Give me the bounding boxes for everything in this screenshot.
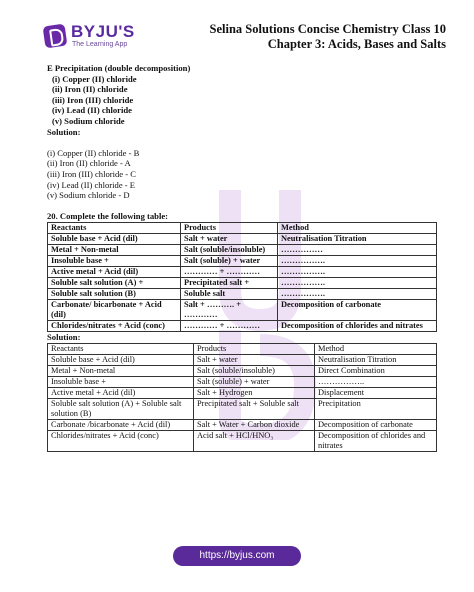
header-title: Selina Solutions Concise Chemistry Class 10 bbox=[209, 22, 446, 36]
table-cell: ……………. bbox=[278, 277, 437, 288]
table-row bbox=[48, 398, 437, 419]
table-cell: Salt (soluble) + water bbox=[194, 376, 315, 387]
table-cell: Salt (soluble/insoluble) bbox=[181, 244, 278, 255]
table-cell: ………… + ………… bbox=[181, 266, 278, 277]
table-cell: Metal + Non-metal bbox=[48, 244, 181, 255]
table-row bbox=[48, 430, 437, 451]
solution-table bbox=[47, 343, 437, 452]
table-cell: Salt + Water + Carbon dioxide bbox=[194, 419, 315, 430]
section-e-item: (ii) Iron (II) chloride bbox=[52, 84, 128, 95]
section-e-title: E Precipitation (double decomposition) bbox=[47, 63, 191, 73]
table-row bbox=[48, 233, 437, 244]
table-row bbox=[48, 277, 437, 288]
byjus-logo-icon bbox=[43, 24, 68, 49]
question-table bbox=[47, 222, 437, 332]
table-header-row bbox=[48, 222, 437, 233]
brand-logo bbox=[44, 22, 134, 52]
table-cell: …………….. bbox=[315, 376, 437, 387]
table-cell: Salt (soluble/insoluble) bbox=[194, 365, 315, 376]
table-cell: Carbonate/ bicarbonate + Acid (dil) bbox=[48, 299, 181, 320]
table-header-row bbox=[48, 343, 437, 354]
table-row bbox=[48, 255, 437, 266]
table-cell: Decomposition of carbonate bbox=[315, 419, 437, 430]
section-e-item: (iv) Lead (II) chloride bbox=[52, 105, 132, 116]
column-header: Reactants bbox=[48, 222, 181, 233]
table-row bbox=[48, 376, 437, 387]
table-cell: Salt + ………. + ………… bbox=[181, 299, 278, 320]
table-cell: Acid salt + HCl/HNO₃ bbox=[194, 430, 315, 451]
table-cell: Soluble base + Acid (dil) bbox=[48, 354, 194, 365]
table-cell: Neutralisation Titration bbox=[278, 233, 437, 244]
section-e-item: (v) Sodium chloride bbox=[52, 115, 125, 126]
section-e-item: (i) Copper (II) chloride bbox=[52, 73, 137, 84]
table-cell: Salt + Hydrogen bbox=[194, 387, 315, 398]
answer-line: (iv) Lead (II) chloride - E bbox=[47, 179, 136, 190]
page-header bbox=[210, 22, 446, 52]
table-cell: Precipitated salt + bbox=[181, 277, 278, 288]
table-cell: Decomposition of chlorides and nitrates bbox=[315, 430, 437, 451]
table-cell: Decomposition of carbonate bbox=[278, 299, 437, 320]
section-e-item: (iii) Iron (III) chloride bbox=[52, 94, 134, 105]
table-cell: Decomposition of chlorides and nitrates bbox=[278, 320, 437, 331]
table-row bbox=[48, 320, 437, 331]
table-row bbox=[48, 387, 437, 398]
table-cell: Chlorides/nitrates + Acid (conc) bbox=[48, 320, 181, 331]
table-cell: Salt + water bbox=[181, 233, 278, 244]
table-cell: ……………. bbox=[278, 266, 437, 277]
table-cell: Salt (soluble) + water bbox=[181, 255, 278, 266]
solution-label: Solution: bbox=[47, 331, 81, 342]
column-header: Reactants bbox=[48, 343, 194, 354]
table-row bbox=[48, 266, 437, 277]
column-header: Method bbox=[278, 222, 437, 233]
table-cell: ……………. bbox=[278, 255, 437, 266]
table-cell: Salt + water bbox=[194, 354, 315, 365]
answer-line: (i) Copper (II) chloride - B bbox=[47, 147, 140, 158]
table-cell: Insoluble base + bbox=[48, 255, 181, 266]
table-cell: Insoluble base + bbox=[48, 376, 194, 387]
table-cell: Soluble salt bbox=[181, 288, 278, 299]
table-cell: Displacement bbox=[315, 387, 437, 398]
table-cell: Precipitation bbox=[315, 398, 437, 419]
column-header: Products bbox=[194, 343, 315, 354]
answer-line: (v) Sodium chloride - D bbox=[47, 190, 130, 201]
answer-line: (ii) Iron (II) chloride - A bbox=[47, 158, 131, 169]
table-cell: Metal + Non-metal bbox=[48, 365, 194, 376]
table-cell: …………… bbox=[278, 244, 437, 255]
table-cell: Active metal + Acid (dil) bbox=[48, 387, 194, 398]
table-cell: Soluble salt solution (A) + Soluble salt solution (B) bbox=[48, 398, 194, 419]
table-row bbox=[48, 419, 437, 430]
brand-tagline: The Learning App bbox=[72, 41, 128, 48]
table-row bbox=[48, 365, 437, 376]
table-cell: Soluble salt solution (A) + bbox=[48, 277, 181, 288]
table-row bbox=[48, 244, 437, 255]
table-cell: Precipitated salt + Soluble salt bbox=[194, 398, 315, 419]
table-cell: ………… + ………… bbox=[181, 320, 278, 331]
table-row bbox=[48, 354, 437, 365]
table-cell: Neutralisation Titration bbox=[315, 354, 437, 365]
column-header: Method bbox=[315, 343, 437, 354]
question-20-title: 20. Complete the following table: bbox=[47, 211, 169, 222]
table-cell: Chlorides/nitrates + Acid (conc) bbox=[48, 430, 194, 451]
table-cell: Active metal + Acid (dil) bbox=[48, 266, 181, 277]
table-cell: Direct Combination bbox=[315, 365, 437, 376]
column-header: Products bbox=[181, 222, 278, 233]
table-cell: Soluble base + Acid (dil) bbox=[48, 233, 181, 244]
table-row bbox=[48, 288, 437, 299]
answer-line: (iii) Iron (III) chloride - C bbox=[47, 168, 137, 179]
table-cell: Carbonate /bicarbonate + Acid (dil) bbox=[48, 419, 194, 430]
document-body bbox=[47, 63, 443, 452]
footer-url-link[interactable]: https://byjus.com bbox=[173, 546, 301, 566]
table-cell: Soluble salt solution (B) bbox=[48, 288, 181, 299]
header-chapter: Chapter 3: Acids, Bases and Salts bbox=[267, 37, 446, 51]
brand-name: BYJU'S bbox=[71, 22, 135, 41]
table-row bbox=[48, 299, 437, 320]
table-cell: ……………. bbox=[278, 288, 437, 299]
solution-label: Solution: bbox=[47, 126, 81, 137]
